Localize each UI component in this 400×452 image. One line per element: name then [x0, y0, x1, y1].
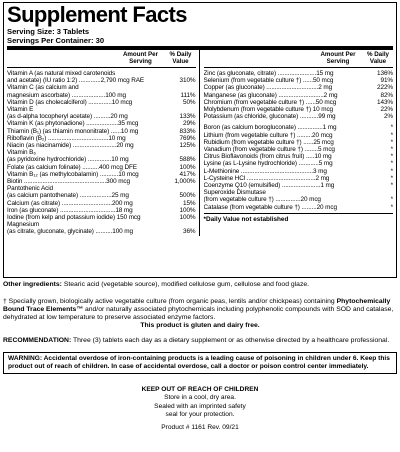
nutrient-name-amount: (from vegetable culture †) ...............20 mcg — [203, 196, 321, 204]
nutrient-name-amount: Coenzyme Q10 (emulsified) .......................1 mg — [203, 182, 335, 190]
nutrient-row — [7, 106, 196, 113]
nutrient-row — [7, 70, 196, 77]
nutrient-row — [204, 77, 394, 84]
nutrient-dv: * — [390, 167, 393, 175]
header-rule — [204, 67, 394, 68]
nutrient-dv: 100% — [179, 163, 196, 171]
nutrient-dv: 22% — [380, 106, 393, 114]
nutrient-name-amount: Lithium (from vegetable culture †) .........20 mcg — [203, 131, 333, 139]
nutrient-name-amount: (as calcium pantothenate) ...................25 mg — [7, 192, 129, 200]
nutrient-dv: 100% — [179, 206, 196, 214]
right-nutrient-list — [204, 70, 394, 211]
nutrient-name-amount: Pantothenic Acid — [7, 185, 54, 193]
nutrient-row — [204, 132, 394, 139]
nutrient-row — [7, 99, 196, 106]
other-ingredients — [3, 281, 397, 289]
nutrient-name-amount: Vitamin K (as phytonadione) ...................35 mcg — [7, 120, 139, 128]
culture-note-text-1: † Specially grown, biologically active vegetable culture (from organic peas, lentils and/or chickpeas) containing — [3, 298, 335, 305]
product-number: Product # 1161 Rev. 09/21 — [161, 423, 239, 431]
nutrient-row — [204, 124, 394, 131]
nutrient-row — [7, 228, 196, 235]
nutrient-dv: 125% — [179, 142, 196, 150]
nutrient-row — [204, 99, 394, 106]
nutrient-name-amount: Molybdenum (from vegetable culture †) 10 mcg — [203, 106, 334, 114]
nutrient-row — [7, 171, 196, 178]
nutrient-dv: * — [390, 153, 393, 161]
nutrient-name-amount: (as d-alpha tocopheryl acetate) ..........20 mg — [7, 113, 128, 121]
nutrient-dv — [172, 149, 196, 156]
nutrient-name-amount: Boron (as calcium borogluconate) ...............1 mg — [203, 124, 337, 132]
nutrient-row — [7, 221, 196, 228]
nutrient-dv: 417% — [179, 170, 196, 178]
nutrient-row — [7, 135, 196, 142]
nutrient-name-amount: Vanadium (from vegetable culture †) ........5 mcg — [203, 146, 335, 154]
header-rule — [7, 67, 196, 68]
nutrient-row — [204, 139, 394, 146]
nutrient-row — [204, 182, 394, 189]
storage-section — [0, 386, 400, 432]
nutrient-row — [204, 160, 394, 167]
nutrient-row — [204, 146, 394, 153]
nutrient-dv: 82% — [380, 91, 393, 99]
nutrient-dv: 91% — [380, 77, 393, 85]
nutrient-dv: 133% — [179, 113, 196, 121]
nutrient-row — [7, 164, 196, 171]
left-column — [7, 50, 200, 236]
recommendation-text: Three (3) tablets each day as a dietary supplement or as otherwise directed by a healthcare professional. — [72, 337, 390, 344]
nutrient-dv: * — [390, 196, 393, 204]
iron-warning-box: WARNING: Accidental overdose of iron-containing products is a leading cause of poisoning in children under 6. Keep this product out of reach of children. In case of accidental overdose, call a doctor or poison control center immediately. — [3, 352, 397, 374]
other-ingredients-text: Stearic acid (vegetable source), modified cellulose gum, cellulose and food glaze. — [63, 281, 310, 288]
nutrient-row — [204, 175, 394, 182]
nutrient-row — [204, 189, 394, 196]
dv-header: % Daily Value — [366, 51, 389, 66]
nutrient-name-amount: Iodine (from kelp and potassium iodide) 150 mcg — [7, 214, 141, 222]
dv-header: % Daily Value — [169, 51, 192, 66]
nutrient-row — [204, 92, 394, 99]
nutrient-dv: 100% — [179, 214, 196, 222]
storage-line-2: Sealed with an imprinted safety — [154, 402, 246, 410]
nutrient-name-amount: Selenium (from vegetable culture †) ......50 mcg — [203, 77, 334, 85]
nutrient-name-amount: Niacin (as niacinamide) ..........................20 mg — [7, 142, 134, 150]
nutrient-row — [7, 113, 196, 120]
storage-line-1: Store in a cool, dry area. — [164, 394, 236, 402]
nutrient-dv: 111% — [180, 91, 196, 99]
nutrient-name-amount: Rubidium (from vegetable culture †) ......25 mcg — [203, 138, 334, 146]
nutrient-row — [204, 204, 394, 211]
nutrient-dv: * — [390, 174, 393, 182]
nutrient-name-amount: (as pyridoxine hydrochloride) ..............10 mg — [7, 156, 129, 164]
nutrient-row — [204, 168, 394, 175]
panel-title: Supplement Facts — [7, 2, 187, 27]
nutrient-row — [7, 178, 196, 185]
nutrient-name-amount: L-Cysteine HCl .........................................2 mg — [203, 174, 330, 182]
nutrient-row — [204, 84, 394, 91]
nutrient-name-amount: and acetate) (IU ratio 1:2) .............2,790 mcg RAE — [7, 77, 145, 85]
nutrient-name-amount: Vitamin E — [7, 106, 34, 114]
nutrient-row — [7, 200, 196, 207]
nutrient-name-amount: Calcium (as citrate) ..............................200 mg — [7, 199, 133, 207]
nutrient-name-amount: (as citrate, gluconate, glycinate) ..........100 mg — [7, 228, 133, 236]
nutrient-name-amount: Manganese (as gluconate) ...........................2 mg — [203, 91, 338, 99]
nutrient-dv: 833% — [179, 127, 196, 135]
nutrient-name-amount: Riboflavin (B₂) ....................................10 mg — [7, 134, 126, 142]
nutrient-dv: 29% — [183, 120, 196, 128]
nutrient-name-amount: Folate (as calcium folinate) ..........400 mcg DFE — [7, 163, 137, 171]
recommendation — [3, 337, 397, 345]
nutrient-dv: 36% — [183, 228, 196, 236]
culture-note-bold: Phytochemically Bound Trace Elements™ — [3, 298, 391, 314]
recommendation-label: RECOMMENDATION: — [3, 337, 72, 344]
nutrient-row — [7, 120, 196, 127]
nutrient-row — [204, 113, 394, 120]
nutrient-row — [7, 92, 196, 99]
nutrient-dv — [172, 106, 196, 113]
nutrient-dv: * — [390, 138, 393, 146]
column-header — [204, 50, 394, 67]
nutrient-dv — [172, 185, 196, 192]
nutrient-dv: 500% — [179, 192, 196, 200]
nutrient-dv: 136% — [377, 70, 393, 77]
nutrient-dv — [172, 70, 196, 77]
nutrient-dv: 769% — [179, 134, 196, 142]
nutrient-dv: * — [390, 160, 393, 168]
nutrient-row — [7, 142, 196, 149]
servings-per-container: Servings Per Container: 30 — [7, 36, 105, 45]
nutrient-dv: 222% — [377, 84, 393, 92]
nutrient-row — [204, 196, 394, 203]
nutrient-name-amount: Chromium (from vegetable culture †) ......50 mcg — [203, 98, 337, 106]
other-ingredients-label: Other ingredients: — [3, 281, 62, 288]
nutrient-name-amount: Vitamin B₁₂ (as methylcobalamin) ...........10 mcg — [7, 170, 139, 178]
nutrient-row — [7, 128, 196, 135]
nutrient-name-amount: Catalase (from vegetable culture †) .........20 mcg — [203, 203, 337, 211]
nutrient-name-amount: L-Methionine ...........................................3 mg — [203, 167, 327, 175]
nutrient-dv: 310% — [179, 77, 196, 85]
nutrient-columns — [7, 50, 393, 236]
vegetable-culture-note — [3, 298, 397, 323]
nutrient-name-amount: Lysine (as L-Lysine hydrochloride) ............5 mg — [203, 160, 333, 168]
nutrient-row — [7, 77, 196, 84]
nutrient-row — [7, 156, 196, 163]
nutrient-row — [7, 149, 196, 156]
nutrient-row — [7, 214, 196, 221]
nutrient-name-amount: Vitamin B₆ — [7, 149, 36, 157]
supplement-facts-panel — [3, 2, 397, 278]
serving-size: Serving Size: 3 Tablets — [7, 27, 90, 36]
nutrient-name-amount: Biotin .................................................300 mcg — [7, 178, 130, 186]
nutrient-dv: 588% — [179, 156, 196, 164]
dv-footnote: *Daily Value not established — [204, 213, 394, 223]
nutrient-row — [7, 207, 196, 214]
nutrient-dv: * — [390, 124, 393, 132]
nutrient-row — [7, 84, 196, 91]
gluten-dairy-free: This product is gluten and dairy free. — [140, 322, 260, 329]
nutrient-name-amount: magnesium ascorbate) ....................100 mg — [7, 91, 126, 99]
nutrient-name-amount: Superoxide Dismutase — [203, 189, 266, 197]
keep-out-title: KEEP OUT OF REACH OF CHILDREN — [141, 386, 259, 393]
column-header — [7, 50, 196, 67]
nutrient-row — [204, 70, 394, 77]
nutrient-dv: 15% — [183, 199, 196, 207]
nutrient-dv: 143% — [377, 98, 393, 106]
nutrient-dv: 2% — [383, 113, 393, 121]
nutrient-dv: * — [390, 203, 393, 211]
nutrient-name-amount: Magnesium — [7, 221, 40, 229]
storage-line-3: seal for your protection. — [165, 411, 235, 419]
nutrient-name-amount: Potassium (as chloride, gluconate) ...........99 mg — [203, 113, 336, 121]
nutrient-row — [204, 153, 394, 160]
nutrient-name-amount: Thiamin (B₁) (as thiamin mononitrate) ......10 mg — [7, 127, 139, 135]
right-column — [200, 50, 394, 236]
nutrient-name-amount: Copper (as gluconate) ...............................2 mg — [203, 84, 333, 92]
nutrient-dv: * — [390, 131, 393, 139]
nutrient-dv: * — [390, 182, 393, 190]
nutrient-dv — [172, 221, 196, 228]
nutrient-name-amount: Vitamin A (as natural mixed carotenoids — [7, 70, 116, 77]
amount-header: Amount Per Serving — [122, 51, 159, 66]
nutrient-dv — [172, 84, 196, 91]
culture-note-text-2: and/or naturally associated phytochemicals including polyphenolic compounds with SOD and catalase, dehydrated at low temperature to preserve associated enzyme factors. — [3, 306, 394, 322]
nutrient-dv: * — [390, 146, 393, 154]
nutrient-name-amount: Vitamin C (as calcium and — [7, 84, 79, 92]
amount-header: Amount Per Serving — [320, 51, 356, 66]
nutrient-name-amount: Citrus Bioflavonoids (from citrus fruit) .....10 mg — [203, 153, 332, 161]
nutrient-name-amount: Vitamin D (as cholecalciferol) ..............10 mcg — [7, 98, 133, 106]
nutrient-dv — [369, 189, 393, 196]
left-nutrient-list — [7, 70, 196, 236]
nutrient-dv: 1,000% — [174, 178, 196, 186]
nutrient-row — [204, 106, 394, 113]
nutrient-name-amount: Iron (as gluconate) .................................18 mg — [7, 206, 133, 214]
nutrient-row — [7, 185, 196, 192]
nutrient-dv: 50% — [183, 98, 196, 106]
nutrient-name-amount: Zinc (as gluconate, citrate) .......................15 mg — [203, 70, 334, 77]
nutrient-row — [7, 192, 196, 199]
